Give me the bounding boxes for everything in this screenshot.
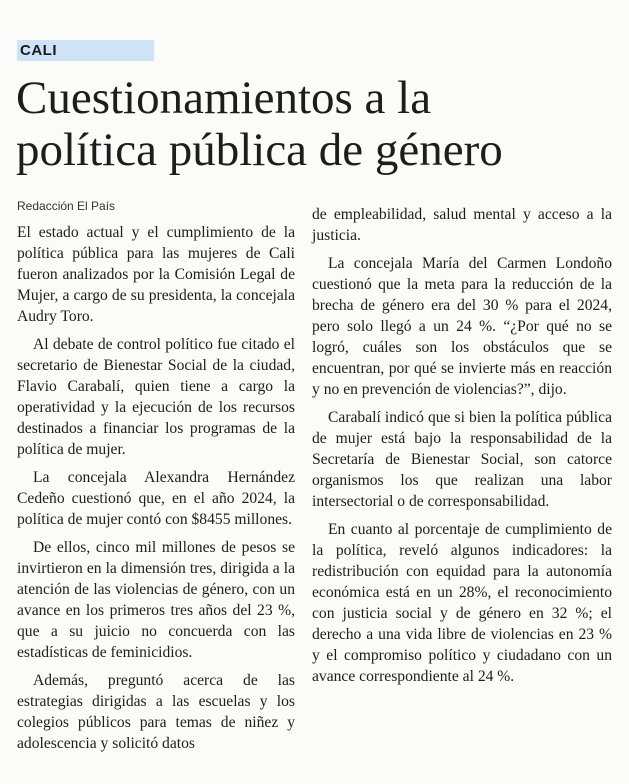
paragraph: Además, preguntó acerca de las estrategias dirigidas a las escuelas y los colegios públicos para temas de niñez y adolescencia y solicitó datos (17, 672, 295, 752)
article-column-left (17, 222, 295, 761)
paragraph: De ellos, cinco mil millones de pesos se invirtieron en la dimensión tres, dirigida a la atención de las violencias de género, con un avance en los primeros tres años del 23 %, que a su juicio no concuerda con las estadísticas de feminicidios. (17, 539, 295, 661)
paragraph: de empleabilidad, salud mental y acceso a la justicia. (312, 206, 612, 244)
section-label: CALI (20, 42, 57, 59)
paragraph: En cuanto al porcentaje de cumplimiento de la política, reveló algunos indicadores: la redistribución con equidad para la autonomía económica está en un 28%, el reconocimiento con justicia social y de género en 32 %; el derecho a una vida libre de violencias en 23 % y el compromiso político y ciudadano con un avance correspondiente al 24 %. (312, 521, 612, 685)
headline-line-2: política pública de género (16, 124, 503, 176)
paragraph: La concejala María del Carmen Londoño cuestionó que la meta para la reducción de la brecha de género era del 30 % para el 2024, pero solo llegó a un 24 %. “¿Por qué no se logró, cuáles son los obstáculos que se encuentran, por qué se invierte más en reacción y no en prevención de violencias?”, dijo. (312, 255, 612, 398)
paragraph: Al debate de control político fue citado el secretario de Bienestar Social de la ciudad, Flavio Carabalí, quien tiene a cargo la operatividad y la ejecución de los recursos destinados a financiar los programas de la política de mujer. (17, 336, 295, 458)
paragraph: Carabalí indicó que si bien la política pública de mujer está bajo la responsabilidad de la Secretaría de Bienestar Social, son catorce organismos los que realizan una labor intersectorial o de corresponsabilidad. (312, 409, 612, 510)
article-column-right (312, 204, 612, 694)
paragraph: El estado actual y el cumplimiento de la política pública para las mujeres de Cali fueron analizados por la Comisión Legal de Mujer, a cargo de su presidenta, la concejala Audry Toro. (17, 224, 295, 325)
paragraph: La concejala Alexandra Hernández Cedeño cuestionó que, en el año 2024, la política de mujer contó con $8455 millones. (17, 469, 295, 528)
headline-line-1: Cuestionamientos a la (16, 72, 432, 124)
article-headline (16, 72, 616, 176)
byline: Redacción El País (17, 199, 116, 213)
